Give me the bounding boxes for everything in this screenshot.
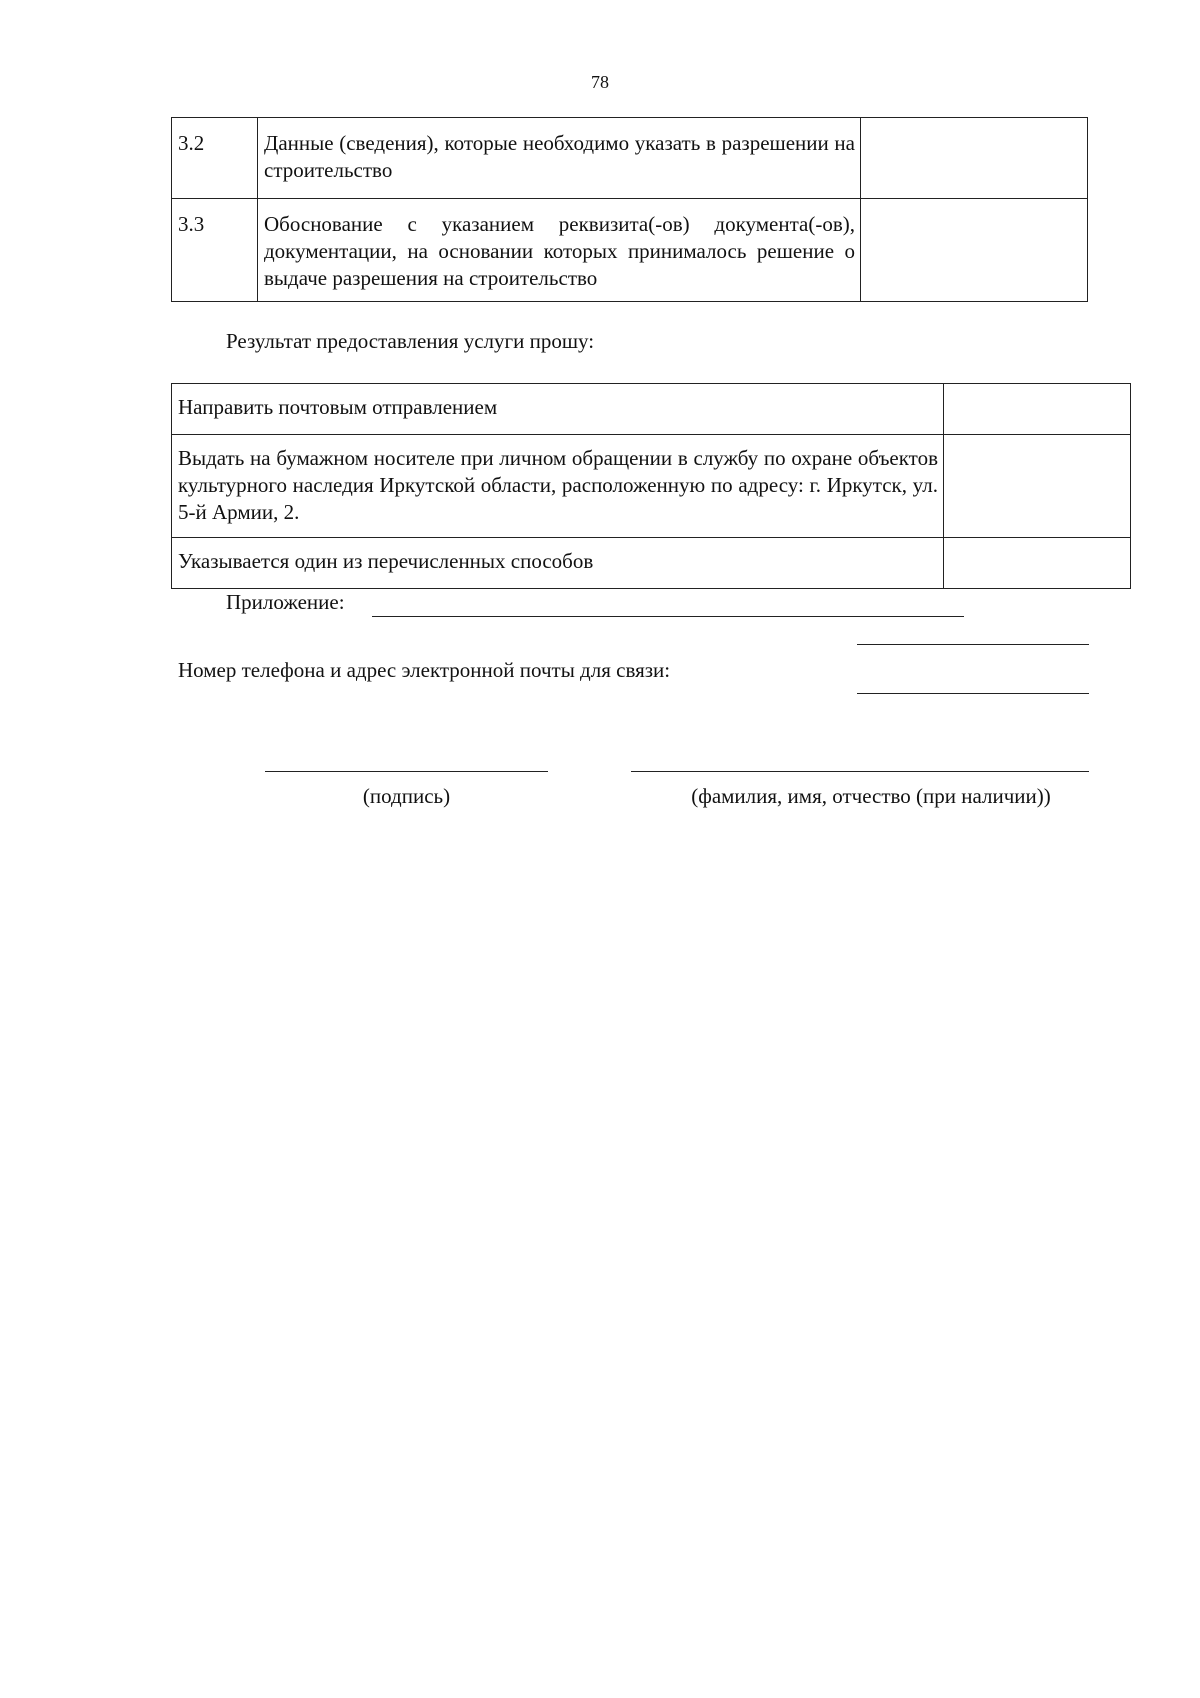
delivery-method-table (171, 383, 1131, 589)
delivery-option-checkbox-cell[interactable] (944, 384, 1131, 435)
table-row (172, 384, 1131, 435)
table-row (172, 199, 1088, 302)
row-number: 3.3 (172, 199, 258, 302)
full-name-blank-line[interactable] (631, 771, 1089, 772)
full-name-caption: (фамилия, имя, отчество (при наличии)) (691, 784, 1051, 808)
attachment-blank-line[interactable] (372, 616, 964, 617)
signature-blank-line[interactable] (265, 771, 548, 772)
row-value-cell[interactable] (861, 199, 1088, 302)
row-description: Обоснование с указанием реквизита(-ов) документа(-ов), документации, на основании которых принималось решение о выдаче разрешения на строительство (258, 199, 861, 302)
table-row (172, 435, 1131, 538)
signature-caption: (подпись) (362, 784, 451, 808)
table-row (172, 538, 1131, 589)
row-value-cell[interactable] (861, 118, 1088, 199)
delivery-option-label: Указывается один из перечисленных способов (172, 538, 944, 589)
delivery-option-checkbox-cell[interactable] (944, 435, 1131, 538)
delivery-option-checkbox-cell[interactable] (944, 538, 1131, 589)
delivery-option-label: Выдать на бумажном носителе при личном обращении в службу по охране объектов культурного наследия Иркутской области, расположенную по адресу: г. Иркутск, ул. 5-й Армии, 2. (172, 435, 944, 538)
page-number: 78 (591, 72, 609, 92)
contact-label: Номер телефона и адрес электронной почты для связи: (178, 658, 671, 682)
contact-blank-line[interactable] (857, 693, 1089, 694)
result-intro: Результат предоставления услуги прошу: (226, 329, 595, 353)
delivery-option-label: Направить почтовым отправлением (172, 384, 944, 435)
table-row (172, 118, 1088, 199)
contact-blank-line[interactable] (857, 644, 1089, 645)
details-table (171, 117, 1088, 302)
attachment-label: Приложение: (226, 590, 345, 614)
row-description: Данные (сведения), которые необходимо указать в разрешении на строительство (258, 118, 861, 199)
row-number: 3.2 (172, 118, 258, 199)
